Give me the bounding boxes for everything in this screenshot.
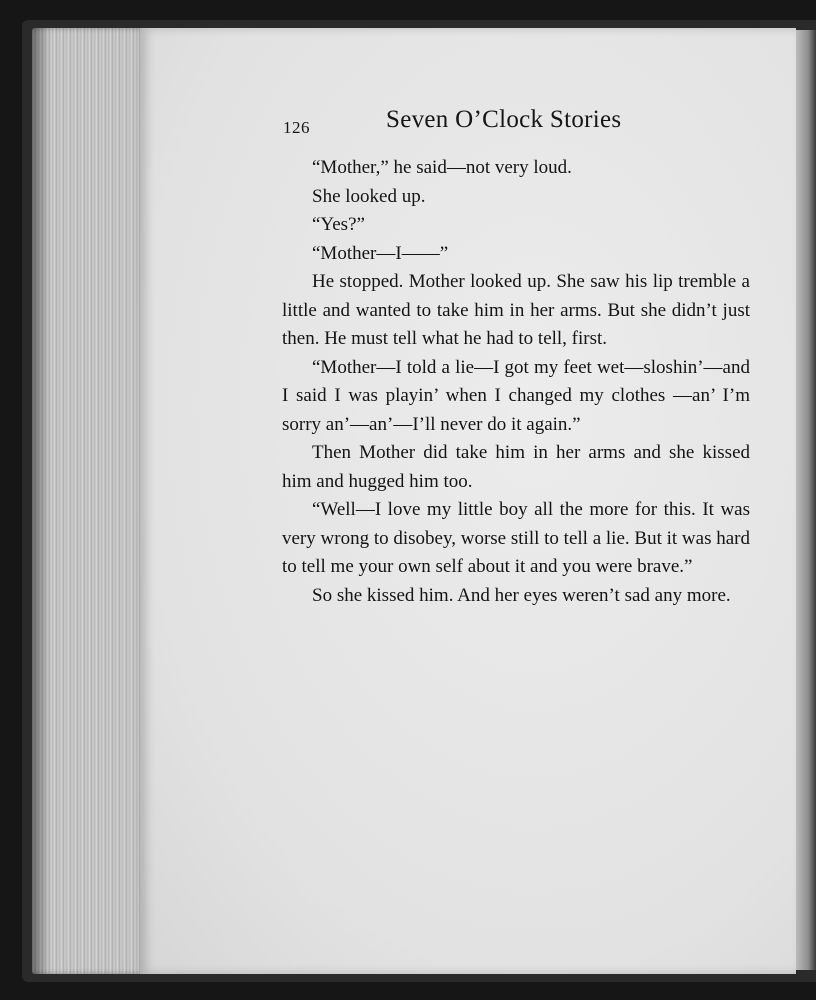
paragraph: “Mother—I——” [312,242,449,264]
paragraph: He stopped. Mother looked up. She saw his lip tremble a little and wanted to take him in her arms. But she didn’t just then. He must tell what he had to tell, first. [282,271,750,349]
paragraph: “Mother,” he said—not very loud. [312,157,572,178]
page-header [140,106,660,146]
opposite-page-edge [796,30,816,970]
paragraph: Then Mother did take him in her arms and she kissed him and hugged him too. [282,442,750,492]
paragraph: So she kissed him. And her eyes weren’t sad any more. [312,584,731,606]
paragraph: “Mother—I told a lie—I got my feet wet—sloshin’—and I said I was playin’ when I changed my clothes —an’ I’m sorry an’—an’—I’ll never do it again.” [282,356,750,435]
paragraph: She looked up. [312,185,426,207]
paragraph: “Yes?” [312,214,365,235]
body-text [282,154,750,610]
running-title: Seven O’Clock Stories [386,106,622,133]
paragraph: “Well—I love my little boy all the more for this. It was very wrong to disobey, worse still to tell a lie. But it was hard to tell me your own self about it and you were brave.” [282,499,750,577]
page-edge-shadow [32,28,50,974]
page-number: 126 [283,118,310,137]
